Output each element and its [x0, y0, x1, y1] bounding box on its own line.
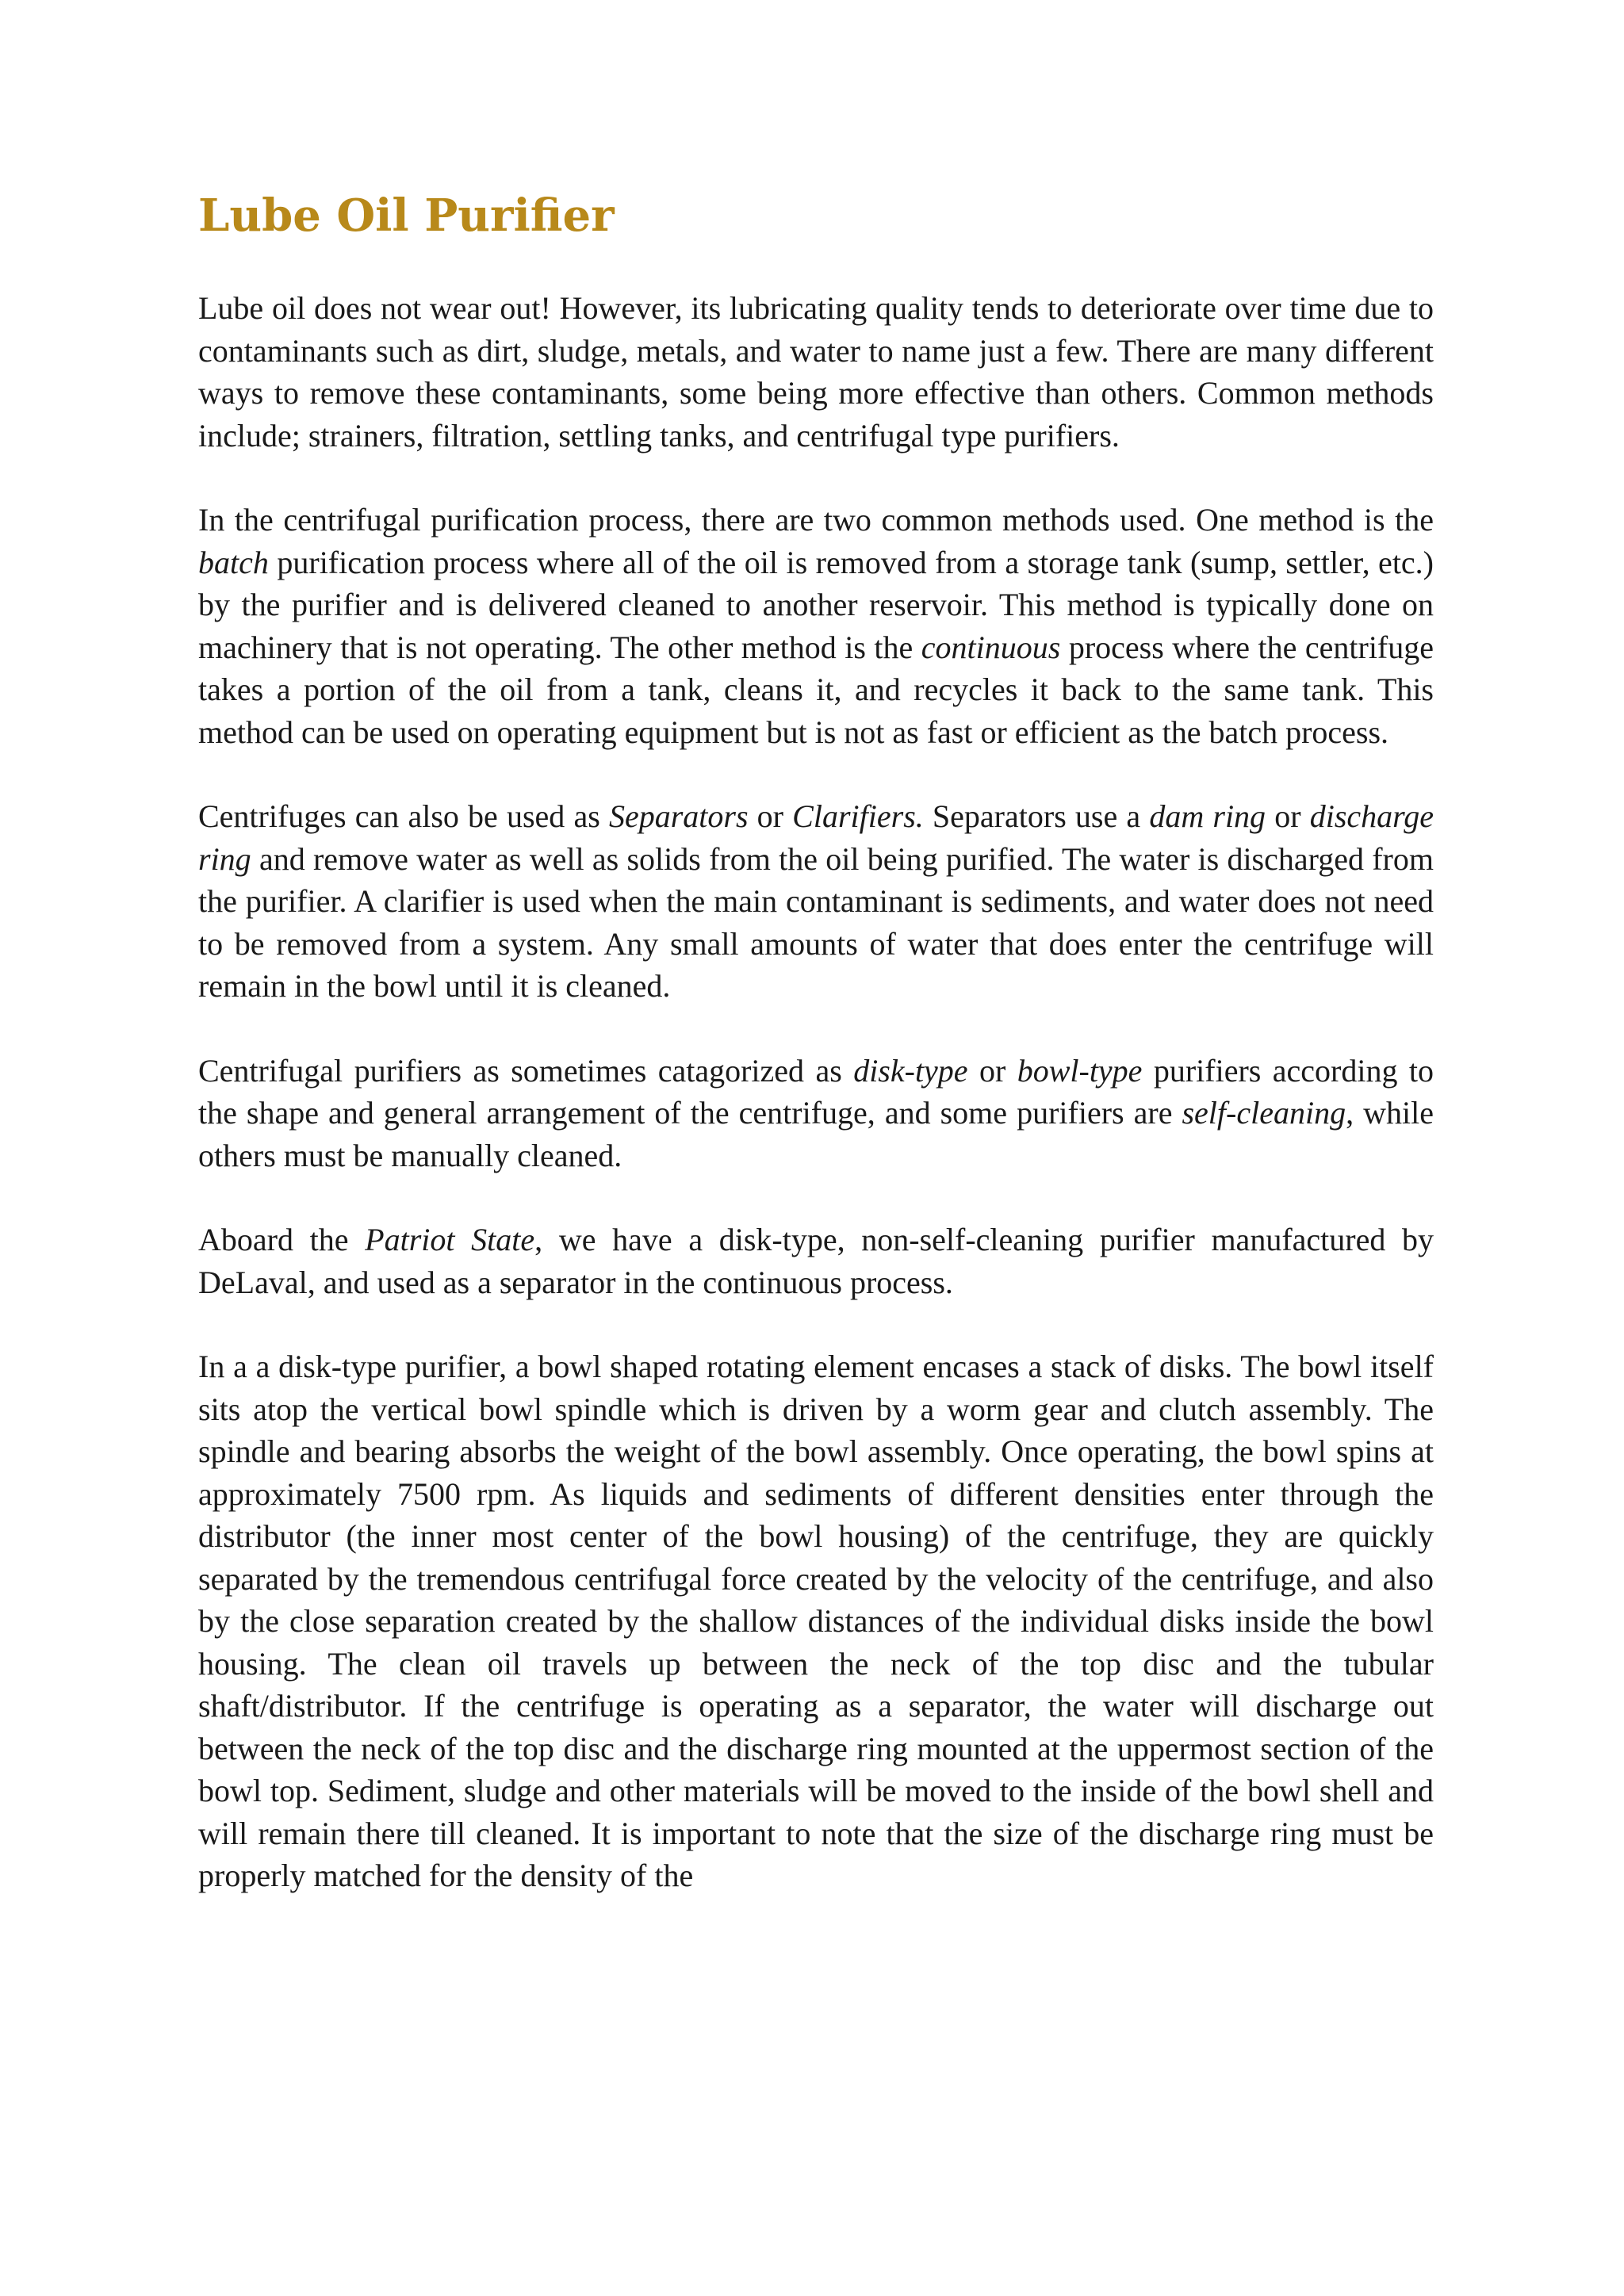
- paragraph-6: [198, 1345, 1434, 1897]
- body-text: In a a disk-type purifier, a bowl shaped rotating element encases a stack of disks. The bowl itself sits atop the vertical bowl spindle which is driven by a worm gear and clutch assembly. The spindle and bearing absorbs the weight of the bowl assembly. Once operating, the bowl spins at approximately 7500 rpm. As liquids and sediments of different densities enter through the distributor (the inner most center of the bowl housing) of the centrifuge, they are quickly separated by the tremendous centrifugal force created by the velocity of the centrifuge, and also by the close separation created by the shallow distances of the individual disks inside the bowl housing. The clean oil travels up between the neck of the top disc and the tubular shaft/distributor. If the centrifuge is operating as a separator, the water will discharge out between the neck of the top disc and the discharge ring mounted at the uppermost section of the bowl top. Sediment, sludge and other materials will be moved to the inside of the bowl shell and will remain there till cleaned. It is important to note that the size of the discharge ring must be properly matched for the density of the: [198, 1349, 1434, 1894]
- paragraph-1: [198, 287, 1434, 457]
- emphasis-text: Separators: [608, 798, 749, 835]
- body-text: Centrifugal purifiers as sometimes catagorized as: [198, 1052, 854, 1089]
- emphasis-text: Clarifiers.: [792, 798, 924, 835]
- body-text: , while others must be manually cleaned.: [198, 1095, 1434, 1173]
- page-title: Lube Oil Purifier: [198, 189, 615, 242]
- emphasis-text: batch: [198, 544, 269, 580]
- paragraph-3: [198, 795, 1434, 1008]
- body-text: Aboard the: [198, 1222, 366, 1258]
- body-text: Separators use a: [923, 798, 1150, 835]
- emphasis-text: continuous: [921, 629, 1061, 665]
- emphasis-text: Patriot State: [365, 1222, 535, 1258]
- document-body: [198, 287, 1434, 1897]
- paragraph-5: [198, 1219, 1434, 1303]
- emphasis-text: disk-type: [853, 1052, 968, 1089]
- body-text: In the centrifugal purification process, there are two common methods used. One method is the: [198, 502, 1434, 538]
- body-text: process where the centrifuge takes a portion of the oil from a tank, cleans it, and recycles it back to the same tank. This method can be used on operating equipment but is not as fast or efficient as the batch process.: [198, 629, 1434, 750]
- body-text: or: [1266, 798, 1310, 835]
- emphasis-text: discharge ring: [198, 798, 1434, 877]
- body-text: Centrifuges can also be used as: [198, 798, 609, 835]
- document-page: [198, 190, 1434, 1939]
- emphasis-text: self-cleaning: [1182, 1095, 1346, 1131]
- body-text: or: [748, 798, 793, 835]
- emphasis-text: dam ring: [1149, 798, 1266, 835]
- body-text: , we have a disk-type, non-self-cleaning purifier manufactured by DeLaval, and used as a separator in the continuous process.: [198, 1222, 1434, 1300]
- body-text: purifiers according to the shape and general arrangement of the centrifuge, and some purifiers are: [198, 1052, 1434, 1131]
- paragraph-4: [198, 1050, 1434, 1177]
- emphasis-text: bowl-type: [1017, 1052, 1143, 1089]
- body-text: Lube oil does not wear out! However, its lubricating quality tends to deteriorate over time due to contaminants such as dirt, sludge, metals, and water to name just a few. There are many different ways to remove these contaminants, some being more effective than others. Common methods include; strainers, filtration, settling tanks, and centrifugal type purifiers.: [198, 290, 1434, 453]
- body-text: and remove water as well as solids from the oil being purified. The water is discharged from the purifier. A clarifier is used when the main contaminant is sediments, and water does not need to be removed from a system. Any small amounts of water that does enter the centrifuge will remain in the bowl until it is cleaned.: [198, 840, 1434, 1004]
- body-text: purification process where all of the oil is removed from a storage tank (sump, settler, etc.) by the purifier and is delivered cleaned to another reservoir. This method is typically done on machinery that is not operating. The other method is the: [198, 544, 1434, 665]
- body-text: or: [967, 1052, 1017, 1089]
- paragraph-2: [198, 499, 1434, 753]
